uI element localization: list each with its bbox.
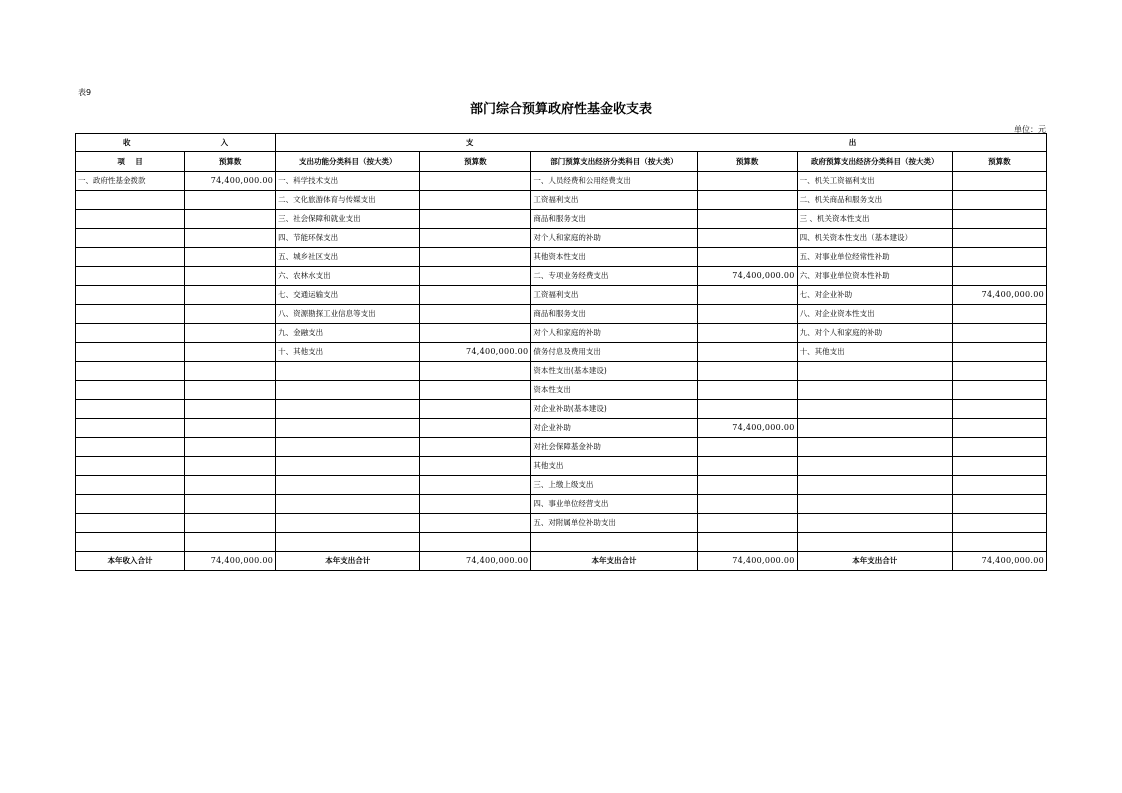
income-item-cell: 一、政府性基金拨款 bbox=[76, 172, 185, 191]
func-category-cell bbox=[276, 514, 420, 533]
table-row bbox=[76, 305, 1047, 324]
table-row bbox=[76, 514, 1047, 533]
table-row bbox=[76, 286, 1047, 305]
gov-econ-category-cell bbox=[797, 400, 952, 419]
dept-budget-value bbox=[697, 495, 797, 514]
group-header-row bbox=[76, 134, 1047, 152]
income-budget-value bbox=[185, 495, 276, 514]
func-category-cell bbox=[276, 400, 420, 419]
gov-econ-category-cell: 九、对个人和家庭的补助 bbox=[797, 324, 952, 343]
income-item-cell bbox=[76, 191, 185, 210]
gov-budget-value bbox=[952, 381, 1046, 400]
col-header-gov-econ: 政府预算支出经济分类科目（按大类） bbox=[797, 152, 952, 172]
unit-label: 单位：元 bbox=[1014, 125, 1046, 134]
table-row bbox=[76, 248, 1047, 267]
gov-budget-value bbox=[952, 172, 1046, 191]
income-item-cell bbox=[76, 248, 185, 267]
income-budget-value bbox=[185, 248, 276, 267]
income-item-cell bbox=[76, 267, 185, 286]
expense-group-char-2: 出 bbox=[848, 138, 857, 147]
func-budget-value bbox=[420, 172, 531, 191]
dept-total-value: 74,400,000.00 bbox=[697, 552, 797, 571]
gov-budget-value: 74,400,000.00 bbox=[952, 286, 1046, 305]
dept-econ-category-cell: 其他资本性支出 bbox=[531, 248, 697, 267]
income-item-cell bbox=[76, 362, 185, 381]
income-item-cell bbox=[76, 438, 185, 457]
income-budget-value bbox=[185, 381, 276, 400]
func-category-cell: 九、金融支出 bbox=[276, 324, 420, 343]
income-group-char-2: 入 bbox=[220, 138, 229, 147]
income-budget-value bbox=[185, 533, 276, 552]
gov-econ-category-cell: 一、机关工资福利支出 bbox=[797, 172, 952, 191]
income-budget-value bbox=[185, 286, 276, 305]
col-header-budget: 预算数 bbox=[952, 152, 1046, 172]
table-row bbox=[76, 172, 1047, 191]
income-item-cell bbox=[76, 533, 185, 552]
income-budget-value bbox=[185, 305, 276, 324]
dept-econ-category-cell: 对企业补助 bbox=[531, 419, 697, 438]
gov-econ-category-cell bbox=[797, 495, 952, 514]
func-category-cell bbox=[276, 476, 420, 495]
dept-budget-value bbox=[697, 172, 797, 191]
gov-budget-value bbox=[952, 438, 1046, 457]
income-item-cell bbox=[76, 419, 185, 438]
col-header-item: 项 目 bbox=[76, 152, 185, 172]
gov-econ-category-cell: 六、对事业单位资本性补助 bbox=[797, 267, 952, 286]
col-header-func: 支出功能分类科目（按大类） bbox=[276, 152, 420, 172]
func-budget-value bbox=[420, 476, 531, 495]
table-row bbox=[76, 362, 1047, 381]
income-budget-value bbox=[185, 400, 276, 419]
gov-budget-value bbox=[952, 210, 1046, 229]
dept-budget-value bbox=[697, 229, 797, 248]
dept-econ-category-cell: 其他支出 bbox=[531, 457, 697, 476]
gov-econ-category-cell bbox=[797, 476, 952, 495]
gov-total-value: 74,400,000.00 bbox=[952, 552, 1046, 571]
dept-budget-value bbox=[697, 400, 797, 419]
income-item-cell bbox=[76, 514, 185, 533]
func-budget-value bbox=[420, 438, 531, 457]
func-category-cell bbox=[276, 495, 420, 514]
column-header-row bbox=[76, 152, 1047, 172]
dept-budget-value bbox=[697, 210, 797, 229]
func-budget-value: 74,400,000.00 bbox=[420, 343, 531, 362]
func-category-cell bbox=[276, 533, 420, 552]
dept-econ-category-cell: 工资福利支出 bbox=[531, 286, 697, 305]
gov-econ-category-cell bbox=[797, 362, 952, 381]
func-budget-value bbox=[420, 210, 531, 229]
gov-budget-value bbox=[952, 419, 1046, 438]
func-budget-value bbox=[420, 381, 531, 400]
gov-budget-value bbox=[952, 400, 1046, 419]
income-total-value: 74,400,000.00 bbox=[185, 552, 276, 571]
dept-econ-category-cell: 对个人和家庭的补助 bbox=[531, 324, 697, 343]
dept-budget-value bbox=[697, 286, 797, 305]
gov-econ-category-cell: 三 、机关资本性支出 bbox=[797, 210, 952, 229]
func-category-cell: 十、其他支出 bbox=[276, 343, 420, 362]
dept-budget-value bbox=[697, 362, 797, 381]
income-item-cell bbox=[76, 381, 185, 400]
dept-econ-category-cell: 二、专项业务经费支出 bbox=[531, 267, 697, 286]
dept-budget-value bbox=[697, 514, 797, 533]
dept-budget-value bbox=[697, 381, 797, 400]
income-budget-value bbox=[185, 438, 276, 457]
dept-budget-value bbox=[697, 438, 797, 457]
table-row bbox=[76, 324, 1047, 343]
dept-budget-value bbox=[697, 248, 797, 267]
gov-budget-value bbox=[952, 362, 1046, 381]
income-item-cell bbox=[76, 495, 185, 514]
income-budget-value bbox=[185, 229, 276, 248]
budget-table bbox=[75, 133, 1047, 571]
func-category-cell: 三、社会保障和就业支出 bbox=[276, 210, 420, 229]
func-category-cell: 五、城乡社区支出 bbox=[276, 248, 420, 267]
gov-budget-value bbox=[952, 324, 1046, 343]
func-budget-value bbox=[420, 495, 531, 514]
gov-budget-value bbox=[952, 476, 1046, 495]
gov-budget-value bbox=[952, 533, 1046, 552]
income-item-cell bbox=[76, 400, 185, 419]
income-item-cell bbox=[76, 305, 185, 324]
func-budget-value bbox=[420, 267, 531, 286]
col-header-budget: 预算数 bbox=[697, 152, 797, 172]
dept-budget-value bbox=[697, 533, 797, 552]
gov-econ-category-cell bbox=[797, 457, 952, 476]
dept-budget-value bbox=[697, 343, 797, 362]
gov-econ-category-cell: 七、对企业补助 bbox=[797, 286, 952, 305]
func-category-cell bbox=[276, 457, 420, 476]
dept-econ-category-cell: 五、对附属单位补助支出 bbox=[531, 514, 697, 533]
income-item-cell bbox=[76, 324, 185, 343]
dept-total-label: 本年支出合计 bbox=[531, 552, 697, 571]
gov-econ-category-cell: 四、机关资本性支出（基本建设） bbox=[797, 229, 952, 248]
dept-econ-category-cell: 对社会保障基金补助 bbox=[531, 438, 697, 457]
func-budget-value bbox=[420, 533, 531, 552]
func-budget-value bbox=[420, 400, 531, 419]
col-header-budget: 预算数 bbox=[420, 152, 531, 172]
func-category-cell bbox=[276, 438, 420, 457]
income-budget-value bbox=[185, 476, 276, 495]
income-budget-value bbox=[185, 514, 276, 533]
gov-budget-value bbox=[952, 248, 1046, 267]
dept-budget-value bbox=[697, 191, 797, 210]
dept-econ-category-cell: 对个人和家庭的补助 bbox=[531, 229, 697, 248]
gov-budget-value bbox=[952, 191, 1046, 210]
func-budget-value bbox=[420, 305, 531, 324]
table-row bbox=[76, 476, 1047, 495]
func-total-value: 74,400,000.00 bbox=[420, 552, 531, 571]
func-budget-value bbox=[420, 286, 531, 305]
func-budget-value bbox=[420, 362, 531, 381]
income-budget-value bbox=[185, 362, 276, 381]
gov-budget-value bbox=[952, 229, 1046, 248]
col-header-budget: 预算数 bbox=[185, 152, 276, 172]
income-budget-value bbox=[185, 191, 276, 210]
gov-econ-category-cell bbox=[797, 419, 952, 438]
income-total-label: 本年收入合计 bbox=[76, 552, 185, 571]
gov-budget-value bbox=[952, 495, 1046, 514]
func-category-cell: 一、科学技术支出 bbox=[276, 172, 420, 191]
dept-econ-category-cell: 商品和服务支出 bbox=[531, 210, 697, 229]
func-budget-value bbox=[420, 324, 531, 343]
gov-budget-value bbox=[952, 343, 1046, 362]
page-title: 部门综合预算政府性基金收支表 bbox=[469, 102, 652, 117]
gov-econ-category-cell: 八、对企业资本性支出 bbox=[797, 305, 952, 324]
dept-econ-category-cell bbox=[531, 533, 697, 552]
gov-econ-category-cell bbox=[797, 533, 952, 552]
dept-budget-value bbox=[697, 457, 797, 476]
dept-econ-category-cell: 四、事业单位经营支出 bbox=[531, 495, 697, 514]
func-category-cell bbox=[276, 419, 420, 438]
gov-budget-value bbox=[952, 267, 1046, 286]
func-category-cell: 八、资源勘探工业信息等支出 bbox=[276, 305, 420, 324]
func-category-cell bbox=[276, 381, 420, 400]
income-budget-value bbox=[185, 324, 276, 343]
table-row bbox=[76, 438, 1047, 457]
table-row bbox=[76, 419, 1047, 438]
func-budget-value bbox=[420, 229, 531, 248]
dept-budget-value: 74,400,000.00 bbox=[697, 419, 797, 438]
gov-econ-category-cell bbox=[797, 514, 952, 533]
dept-econ-category-cell: 资本性支出 bbox=[531, 381, 697, 400]
dept-econ-category-cell: 工资福利支出 bbox=[531, 191, 697, 210]
func-category-cell: 二、文化旅游体育与传媒支出 bbox=[276, 191, 420, 210]
func-budget-value bbox=[420, 514, 531, 533]
func-budget-value bbox=[420, 419, 531, 438]
dept-budget-value bbox=[697, 476, 797, 495]
income-item-cell bbox=[76, 476, 185, 495]
income-item-cell bbox=[76, 210, 185, 229]
table-row bbox=[76, 381, 1047, 400]
dept-econ-category-cell: 商品和服务支出 bbox=[531, 305, 697, 324]
table-row bbox=[76, 343, 1047, 362]
income-item-cell bbox=[76, 343, 185, 362]
gov-econ-category-cell: 五、对事业单位经常性补助 bbox=[797, 248, 952, 267]
table-row bbox=[76, 210, 1047, 229]
table-row bbox=[76, 457, 1047, 476]
income-budget-value bbox=[185, 419, 276, 438]
dept-econ-category-cell: 三、上缴上级支出 bbox=[531, 476, 697, 495]
gov-total-label: 本年支出合计 bbox=[797, 552, 952, 571]
expense-group-char-1: 支 bbox=[465, 138, 474, 147]
func-budget-value bbox=[420, 191, 531, 210]
income-budget-value bbox=[185, 210, 276, 229]
dept-budget-value bbox=[697, 324, 797, 343]
table-row bbox=[76, 400, 1047, 419]
income-item-cell bbox=[76, 286, 185, 305]
income-group-header bbox=[76, 134, 276, 152]
gov-econ-category-cell bbox=[797, 381, 952, 400]
gov-budget-value bbox=[952, 457, 1046, 476]
income-budget-value bbox=[185, 457, 276, 476]
income-budget-value bbox=[185, 343, 276, 362]
func-category-cell: 七、交通运输支出 bbox=[276, 286, 420, 305]
income-budget-value: 74,400,000.00 bbox=[185, 172, 276, 191]
gov-econ-category-cell bbox=[797, 438, 952, 457]
func-total-label: 本年支出合计 bbox=[276, 552, 420, 571]
gov-budget-value bbox=[952, 514, 1046, 533]
dept-budget-value bbox=[697, 305, 797, 324]
gov-budget-value bbox=[952, 305, 1046, 324]
func-budget-value bbox=[420, 457, 531, 476]
expense-group-header bbox=[276, 134, 1047, 152]
dept-budget-value: 74,400,000.00 bbox=[697, 267, 797, 286]
income-item-cell bbox=[76, 229, 185, 248]
gov-econ-category-cell: 二、机关商品和服务支出 bbox=[797, 191, 952, 210]
func-category-cell bbox=[276, 362, 420, 381]
table-row bbox=[76, 495, 1047, 514]
func-category-cell: 四、节能环保支出 bbox=[276, 229, 420, 248]
table-row bbox=[76, 191, 1047, 210]
col-header-dept-econ: 部门预算支出经济分类科目（按大类） bbox=[531, 152, 697, 172]
dept-econ-category-cell: 一、人员经费和公用经费支出 bbox=[531, 172, 697, 191]
dept-econ-category-cell: 资本性支出(基本建设) bbox=[531, 362, 697, 381]
dept-econ-category-cell: 债务付息及费用支出 bbox=[531, 343, 697, 362]
dept-econ-category-cell: 对企业补助(基本建设) bbox=[531, 400, 697, 419]
gov-econ-category-cell: 十、其他支出 bbox=[797, 343, 952, 362]
func-budget-value bbox=[420, 248, 531, 267]
func-category-cell: 六、农林水支出 bbox=[276, 267, 420, 286]
table-row bbox=[76, 267, 1047, 286]
income-group-char-1: 收 bbox=[123, 138, 131, 147]
totals-row bbox=[76, 552, 1047, 571]
table-number-label: 表9 bbox=[78, 88, 92, 97]
table-row bbox=[76, 533, 1047, 552]
income-item-cell bbox=[76, 457, 185, 476]
table-row bbox=[76, 229, 1047, 248]
income-budget-value bbox=[185, 267, 276, 286]
